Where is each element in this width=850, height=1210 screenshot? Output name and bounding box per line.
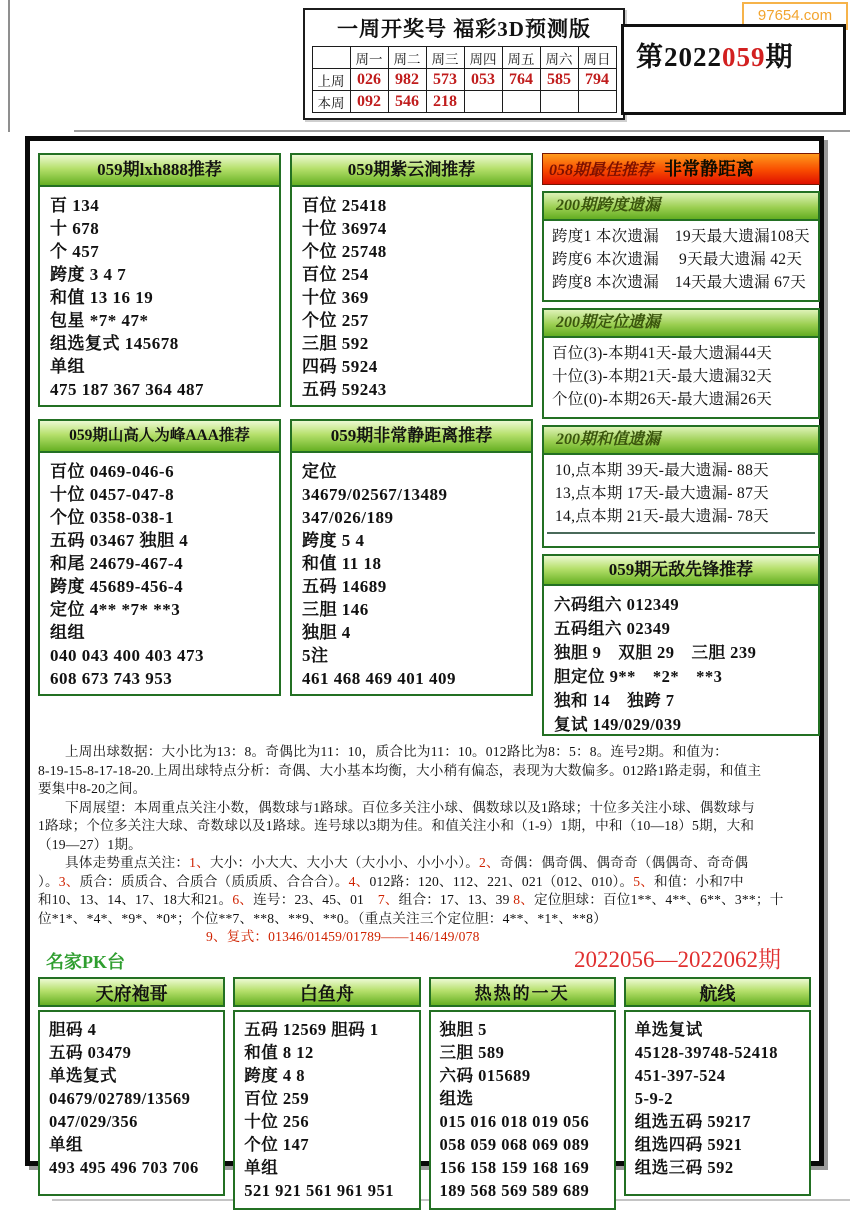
analysis-segment: 奇偶：偶奇偶、偶奇奇（偶偶奇、奇奇偶 xyxy=(499,855,749,870)
position-omission-rows xyxy=(544,338,818,417)
analysis-segment: 位*1*、*4*、*9*、*0*；个位**7、**8、**9、**0。（重点关注三个定位胆：4**、*1*、**8） xyxy=(38,910,607,926)
text-line: 单组 xyxy=(244,1157,279,1177)
weekday-header: 周六 xyxy=(540,47,578,69)
text-line: 个位(0)-本期26天-最大遗漏26天 xyxy=(552,391,773,408)
text-line: 独胆 4 xyxy=(302,623,351,642)
issue-prefix: 第2022 xyxy=(636,42,722,72)
text-line: 五码 12569 胆码 1 xyxy=(244,1019,379,1039)
weekly-results-box xyxy=(303,8,625,120)
week-row-label: 上周 xyxy=(312,69,350,91)
text-line: 五码 14689 xyxy=(302,577,387,596)
trend-analysis-paragraph xyxy=(38,743,811,947)
text-line: 跨度 45689-456-4 xyxy=(50,577,184,596)
text-line: 13,点本期 17天-最大遗漏- 87天 xyxy=(555,485,769,502)
text-line: 047/029/356 xyxy=(49,1111,138,1131)
analysis-line xyxy=(38,743,811,762)
analysis-line xyxy=(38,873,811,892)
text-line: 十位 256 xyxy=(244,1111,310,1131)
analysis-segment: 大小：小大大、大小大（大小小、小小小）。 xyxy=(209,855,480,870)
text-line: 组组 xyxy=(50,623,85,642)
text-line: 493 495 496 703 706 xyxy=(49,1157,199,1177)
span-omission-title: 200期跨度遗漏 xyxy=(544,193,818,221)
pk-header-row xyxy=(46,948,803,974)
text-line: 十位 0457-047-8 xyxy=(50,485,175,504)
weekday-header: 周一 xyxy=(350,47,388,69)
draw-number: 764 xyxy=(502,69,540,91)
text-line: 和值 8 12 xyxy=(244,1042,314,1062)
analysis-segment: 连号：23、45、01 xyxy=(253,892,378,907)
issue-number-box xyxy=(621,24,846,115)
text-line: 475 187 367 364 487 xyxy=(50,380,204,399)
text-line: 组选 xyxy=(439,1088,474,1108)
text-line: 单选复式 xyxy=(49,1065,117,1085)
box-wudi-body xyxy=(544,586,818,742)
text-line: 个位 147 xyxy=(244,1134,310,1154)
text-line: 和值 13 16 19 xyxy=(50,288,154,307)
analysis-segment: 和值：小和7中 xyxy=(654,873,744,889)
text-line: 单组 xyxy=(49,1134,83,1154)
text-line: 461 468 469 401 409 xyxy=(302,669,456,688)
text-line: 组选三码 592 xyxy=(634,1157,734,1177)
text-line: 451-397-524 xyxy=(634,1065,726,1085)
analysis-segment: ）。 xyxy=(38,873,59,889)
best-recommend-banner xyxy=(542,153,820,185)
draw-number xyxy=(464,91,502,113)
text-line: 156 158 159 168 169 xyxy=(439,1157,590,1177)
analysis-line xyxy=(38,836,811,855)
analysis-segment: 4、 xyxy=(348,873,370,889)
text-line: 独和 14 独跨 7 xyxy=(554,691,675,710)
analysis-segment: 组合：17、13、39 xyxy=(398,892,514,907)
analysis-line xyxy=(38,817,811,836)
box-ziyunjian-body xyxy=(292,187,531,406)
weekday-header: 周三 xyxy=(426,47,464,69)
analysis-segment: 具体走势重点关注： xyxy=(65,855,190,870)
issue-highlight: 059 xyxy=(722,42,766,72)
box-lxh888-title: 059期lxh888推荐 xyxy=(40,155,279,187)
pk-panel-2 xyxy=(233,977,420,1210)
text-line: 单选复试 xyxy=(634,1019,703,1039)
draw-number: 218 xyxy=(426,91,464,113)
text-line: 十位 369 xyxy=(302,288,369,307)
analysis-segment: 5、 xyxy=(633,873,655,889)
analysis-segment: 和10、13、14、17、18大和21。 xyxy=(38,892,233,907)
column-3 xyxy=(542,153,820,736)
box-jingjuli xyxy=(290,419,533,696)
analysis-segment: 3、 xyxy=(58,873,80,889)
text-line: 跨度1 本次遗漏 19天最大遗漏108天 xyxy=(552,228,810,245)
text-line: 10,点本期 39天-最大遗漏- 88天 xyxy=(555,462,769,479)
box-jingjuli-title: 059期非常静距离推荐 xyxy=(292,421,531,453)
text-line: 三胆 589 xyxy=(439,1042,505,1062)
weekday-header xyxy=(312,47,350,69)
site-watermark[interactable]: 97654.com xyxy=(742,2,848,30)
scan-artifact-line xyxy=(74,130,850,132)
text-line: 347/026/189 xyxy=(302,508,394,527)
sum-omission-box xyxy=(542,425,820,548)
text-line: 组选复式 145678 xyxy=(50,334,179,353)
text-line: 定位 4** *7* **3 xyxy=(50,600,181,619)
column-2 xyxy=(290,153,533,736)
text-line: 六码组六 012349 xyxy=(554,595,680,614)
box-shangao-title: 059期山高人为峰AAA推荐 xyxy=(40,421,279,453)
text-line: 胆定位 9** *2* **3 xyxy=(554,667,723,686)
expert-panels xyxy=(38,977,811,1210)
draw-number: 794 xyxy=(578,69,616,91)
text-line: 五码 59243 xyxy=(302,380,387,399)
banner-left-text: 058期最佳推荐 xyxy=(549,162,654,179)
sum-omission-title: 200期和值遗漏 xyxy=(544,427,818,455)
issue-suffix: 期 xyxy=(765,42,794,72)
text-line: 45128-39748-52418 xyxy=(634,1042,778,1062)
draw-number: 982 xyxy=(388,69,426,91)
text-line: 百位(3)-本期41天-最大遗漏44天 xyxy=(552,345,773,362)
draw-number xyxy=(540,91,578,113)
analysis-line xyxy=(38,891,811,910)
span-omission-box xyxy=(542,191,820,302)
draw-number: 573 xyxy=(426,69,464,91)
text-line: 和尾 24679-467-4 xyxy=(50,554,184,573)
analysis-line xyxy=(38,762,811,781)
analysis-segment: 7、 xyxy=(377,892,399,907)
sum-omission-rows xyxy=(547,455,815,534)
analysis-segment: 定位胆球：百位1**、4**、6**、3**；十 xyxy=(534,892,784,907)
text-line: 复试 149/029/039 xyxy=(554,715,682,734)
text-line: 百 134 xyxy=(50,196,100,215)
issue-range: 2022056—2022062期 xyxy=(574,946,781,972)
text-line: 跨度 4 8 xyxy=(244,1065,305,1085)
text-line: 个位 0358-038-1 xyxy=(50,508,175,527)
text-line: 组选四码 5921 xyxy=(634,1134,743,1154)
pk-panel-title: 天府袍哥 xyxy=(38,977,225,1007)
text-line: 定位 xyxy=(302,462,337,481)
draw-number: 053 xyxy=(464,69,502,91)
text-line: 跨度 3 4 7 xyxy=(50,265,127,284)
text-line: 独胆 5 xyxy=(439,1019,487,1039)
draw-number: 026 xyxy=(350,69,388,91)
pk-panel-body xyxy=(38,1010,225,1196)
draw-number xyxy=(502,91,540,113)
pk-label: 名家PK台 xyxy=(46,951,125,972)
box-shangao-body xyxy=(40,453,279,695)
text-line: 十位(3)-本期21天-最大遗漏32天 xyxy=(552,368,773,385)
weekday-header: 周二 xyxy=(388,47,426,69)
box-lxh888 xyxy=(38,153,281,407)
text-line: 521 921 561 961 951 xyxy=(244,1180,394,1200)
text-line: 五码 03479 xyxy=(49,1042,132,1062)
text-line: 个位 257 xyxy=(302,311,369,330)
text-line: 组选五码 59217 xyxy=(634,1111,752,1131)
scan-artifact-line xyxy=(8,0,10,132)
pk-panel-title: 热热的一天 xyxy=(429,977,616,1007)
week-row-label: 本周 xyxy=(312,91,350,113)
main-frame xyxy=(25,136,824,1200)
box-lxh888-body xyxy=(40,187,279,406)
pk-panel-3 xyxy=(429,977,616,1210)
text-line: 四码 5924 xyxy=(302,357,378,376)
week-row xyxy=(312,91,616,113)
text-line: 三胆 146 xyxy=(302,600,369,619)
text-line: 十位 36974 xyxy=(302,219,387,238)
analysis-segment: 012路：120、112、221、021（012、010）。 xyxy=(369,873,634,889)
box-wudi-title: 059期无敌先锋推荐 xyxy=(544,556,818,586)
analysis-segment: 上周出球数据：大小比为13：8。奇偶比为11：10，质合比为11：10。012路比为8：5：8。连号2期。和值为： xyxy=(65,744,728,759)
analysis-segment: 1路球；个位多关注大球、奇数球以及1路球。连号球以3期为佳。和值关注小和（1-9）1期，中和（10—18）5期，大和 xyxy=(38,818,755,833)
text-line: 5-9-2 xyxy=(634,1088,673,1108)
box-shangao-title-box xyxy=(38,419,281,696)
text-line: 个位 25748 xyxy=(302,242,387,261)
sheet-title: 一周开奖号 福彩3D预测版 xyxy=(337,17,591,41)
text-line: 34679/02567/13489 xyxy=(302,485,448,504)
position-omission-title: 200期定位遗漏 xyxy=(544,310,818,338)
analysis-segment: 8、 xyxy=(513,892,535,907)
text-line: 5注 xyxy=(302,646,329,665)
pk-panel-body xyxy=(233,1010,420,1210)
text-line: 跨度6 本次遗漏 9天最大遗漏 42天 xyxy=(552,251,803,268)
analysis-line xyxy=(38,854,811,873)
pk-panel-title: 航线 xyxy=(624,977,811,1007)
week-row xyxy=(312,69,616,91)
weekday-header: 周日 xyxy=(578,47,616,69)
draw-number: 585 xyxy=(540,69,578,91)
analysis-segment: 6、 xyxy=(232,892,254,907)
text-line: 胆码 4 xyxy=(49,1019,97,1039)
analysis-segment: 8-19-15-8-17-18-20.上周出球特点分析：奇偶、大小基本均衡，大小稍有偏态，表现为大数偏多。012路1路走弱，和值主 xyxy=(38,762,762,778)
banner-right-text: 非常静距离 xyxy=(664,159,755,179)
draw-number: 546 xyxy=(388,91,426,113)
text-line: 百位 259 xyxy=(244,1088,310,1108)
analysis-segment: 质合：质质合、合质合（质质质、合合合）。 xyxy=(79,873,349,889)
text-line: 608 673 743 953 xyxy=(50,669,173,688)
box-jingjuli-body xyxy=(292,453,531,695)
text-line: 跨度8 本次遗漏 14天最大遗漏 67天 xyxy=(552,274,807,291)
box-wudi xyxy=(542,554,820,736)
text-line: 独胆 9 双胆 29 三胆 239 xyxy=(554,643,757,662)
analysis-segment: 1、 xyxy=(189,855,210,870)
weekday-header: 周五 xyxy=(502,47,540,69)
text-line: 058 059 068 069 089 xyxy=(439,1134,590,1154)
span-omission-rows xyxy=(544,221,818,300)
text-line: 五码 03467 独胆 4 xyxy=(50,531,189,550)
text-line: 十 678 xyxy=(50,219,100,238)
draw-number xyxy=(578,91,616,113)
text-line: 04679/02789/13569 xyxy=(49,1088,191,1108)
pk-panel-body xyxy=(429,1010,616,1210)
issue-number xyxy=(636,35,843,74)
analysis-segment: 9、复式：01346/01459/01789——146/149/078 xyxy=(206,929,480,944)
analysis-segment: 下周展望：本周重点关注小数，偶数球与1路球。百位多关注小球、偶数球以及1路球；十位多关注小球、偶数球与 xyxy=(65,799,755,815)
weekly-results-table xyxy=(312,46,617,113)
text-line: 14,点本期 21天-最大遗漏- 78天 xyxy=(555,508,769,525)
analysis-segment: （19—27）1期。 xyxy=(38,836,142,852)
analysis-segment: 2、 xyxy=(479,855,500,870)
box-ziyunjian-title: 059期紫云涧推荐 xyxy=(292,155,531,187)
text-line: 跨度 5 4 xyxy=(302,531,365,550)
text-line: 百位 0469-046-6 xyxy=(50,462,175,481)
text-line: 百位 25418 xyxy=(302,196,387,215)
pk-panel-body xyxy=(624,1010,811,1196)
column-1 xyxy=(38,153,281,736)
pk-panel-4 xyxy=(624,977,811,1210)
text-line: 个 457 xyxy=(50,242,100,261)
text-line: 015 016 018 019 056 xyxy=(439,1111,590,1131)
prediction-grid xyxy=(38,153,811,736)
position-omission-box xyxy=(542,308,820,419)
analysis-line xyxy=(38,799,811,818)
analysis-segment: 要集中8-20之间。 xyxy=(38,781,147,796)
text-line: 包星 *7* 47* xyxy=(50,311,149,330)
box-ziyunjian xyxy=(290,153,533,407)
text-line: 189 568 569 589 689 xyxy=(439,1180,590,1200)
analysis-line xyxy=(38,910,811,929)
text-line: 百位 254 xyxy=(302,265,369,284)
week-header-row xyxy=(312,47,616,69)
pk-panel-1 xyxy=(38,977,225,1210)
text-line: 和值 11 18 xyxy=(302,554,382,573)
pk-panel-title: 白鱼舟 xyxy=(233,977,420,1007)
text-line: 单组 xyxy=(50,357,85,376)
draw-number: 092 xyxy=(350,91,388,113)
text-line: 三胆 592 xyxy=(302,334,369,353)
text-line: 五码组六 02349 xyxy=(554,619,671,638)
text-line: 040 043 400 403 473 xyxy=(50,646,204,665)
text-line: 六码 015689 xyxy=(439,1065,531,1085)
weekday-header: 周四 xyxy=(464,47,502,69)
analysis-line xyxy=(38,780,811,799)
